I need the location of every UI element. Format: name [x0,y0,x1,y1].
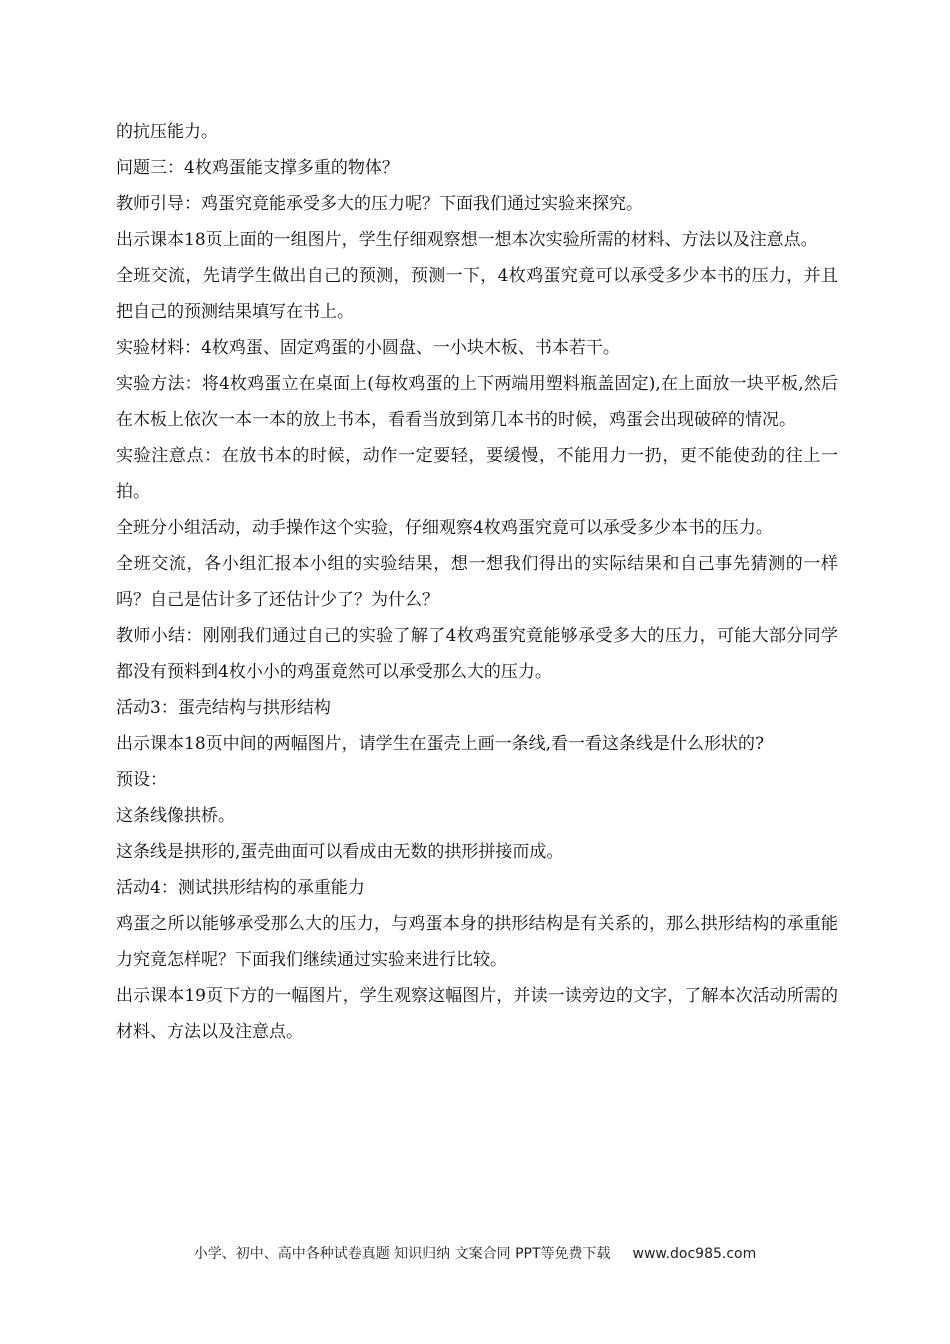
footer-url[interactable]: www.doc985.com [632,1246,757,1262]
section-heading: 活动4：测试拱形结构的承重能力 [116,878,365,898]
paragraph: 实验材料：4枚鸡蛋、固定鸡蛋的小圆盘、一小块木板、书本若干。 [116,338,620,358]
paragraph: 问题三：4枚鸡蛋能支撑多重的物体？ [116,158,399,178]
paragraph: 全班交流，各小组汇报本小组的实验结果，想一想我们得出的实际结果和自己事先猜测的一样吗？自己是估计多了还估计少了？为什么？ [116,554,838,610]
paragraph: 预设： [116,770,167,790]
paragraph: 这条线是拱形的,蛋壳曲面可以看成由无数的拱形拼接而成。 [116,842,564,862]
paragraph: 教师小结：刚刚我们通过自己的实验了解了4枚鸡蛋究竟能够承受多大的压力，可能大部分同学都没有预料到4枚小小的鸡蛋竟然可以承受那么大的压力。 [116,626,838,682]
paragraph: 鸡蛋之所以能够承受那么大的压力，与鸡蛋本身的拱形结构是有关系的，那么拱形结构的承重能力究竟怎样呢？下面我们继续通过实验来进行比较。 [116,914,838,970]
paragraph: 的抗压能力。 [116,122,218,142]
document-body [116,114,838,1050]
paragraph: 出示课本18页上面的一组图片，学生仔细观察想一想本次实验所需的材料、方法以及注意点。 [116,230,818,250]
paragraph: 实验注意点：在放书本的时候，动作一定要轻，要缓慢，不能用力一扔，更不能使劲的往上一拍。 [116,446,838,502]
paragraph: 这条线像拱桥。 [116,806,235,826]
paragraph: 全班交流，先请学生做出自己的预测，预测一下，4枚鸡蛋究竟可以承受多少本书的压力，并且把自己的预测结果填写在书上。 [116,266,838,322]
paragraph: 出示课本19页下方的一幅图片，学生观察这幅图片，并读一读旁边的文字，了解本次活动所需的材料、方法以及注意点。 [116,986,838,1042]
paragraph: 教师引导：鸡蛋究竟能承受多大的压力呢？下面我们通过实验来探究。 [116,194,643,214]
footer-text: 小学、初中、高中各种试卷真题 知识归纳 文案合同 PPT等免费下载 [193,1246,611,1262]
paragraph: 全班分小组活动，动手操作这个实验，仔细观察4枚鸡蛋究竟可以承受多少本书的压力。 [116,518,773,538]
page-footer [0,1243,950,1263]
section-heading: 活动3：蛋壳结构与拱形结构 [116,698,331,718]
paragraph: 出示课本18页中间的两幅图片，请学生在蛋壳上画一条线,看一看这条线是什么形状的? [116,734,765,754]
paragraph: 实验方法：将4枚鸡蛋立在桌面上(每枚鸡蛋的上下两端用塑料瓶盖固定),在上面放一块平板,然后在木板上依次一本一本的放上书本，看看当放到第几本书的时候，鸡蛋会出现破碎的情况。 [116,374,838,430]
